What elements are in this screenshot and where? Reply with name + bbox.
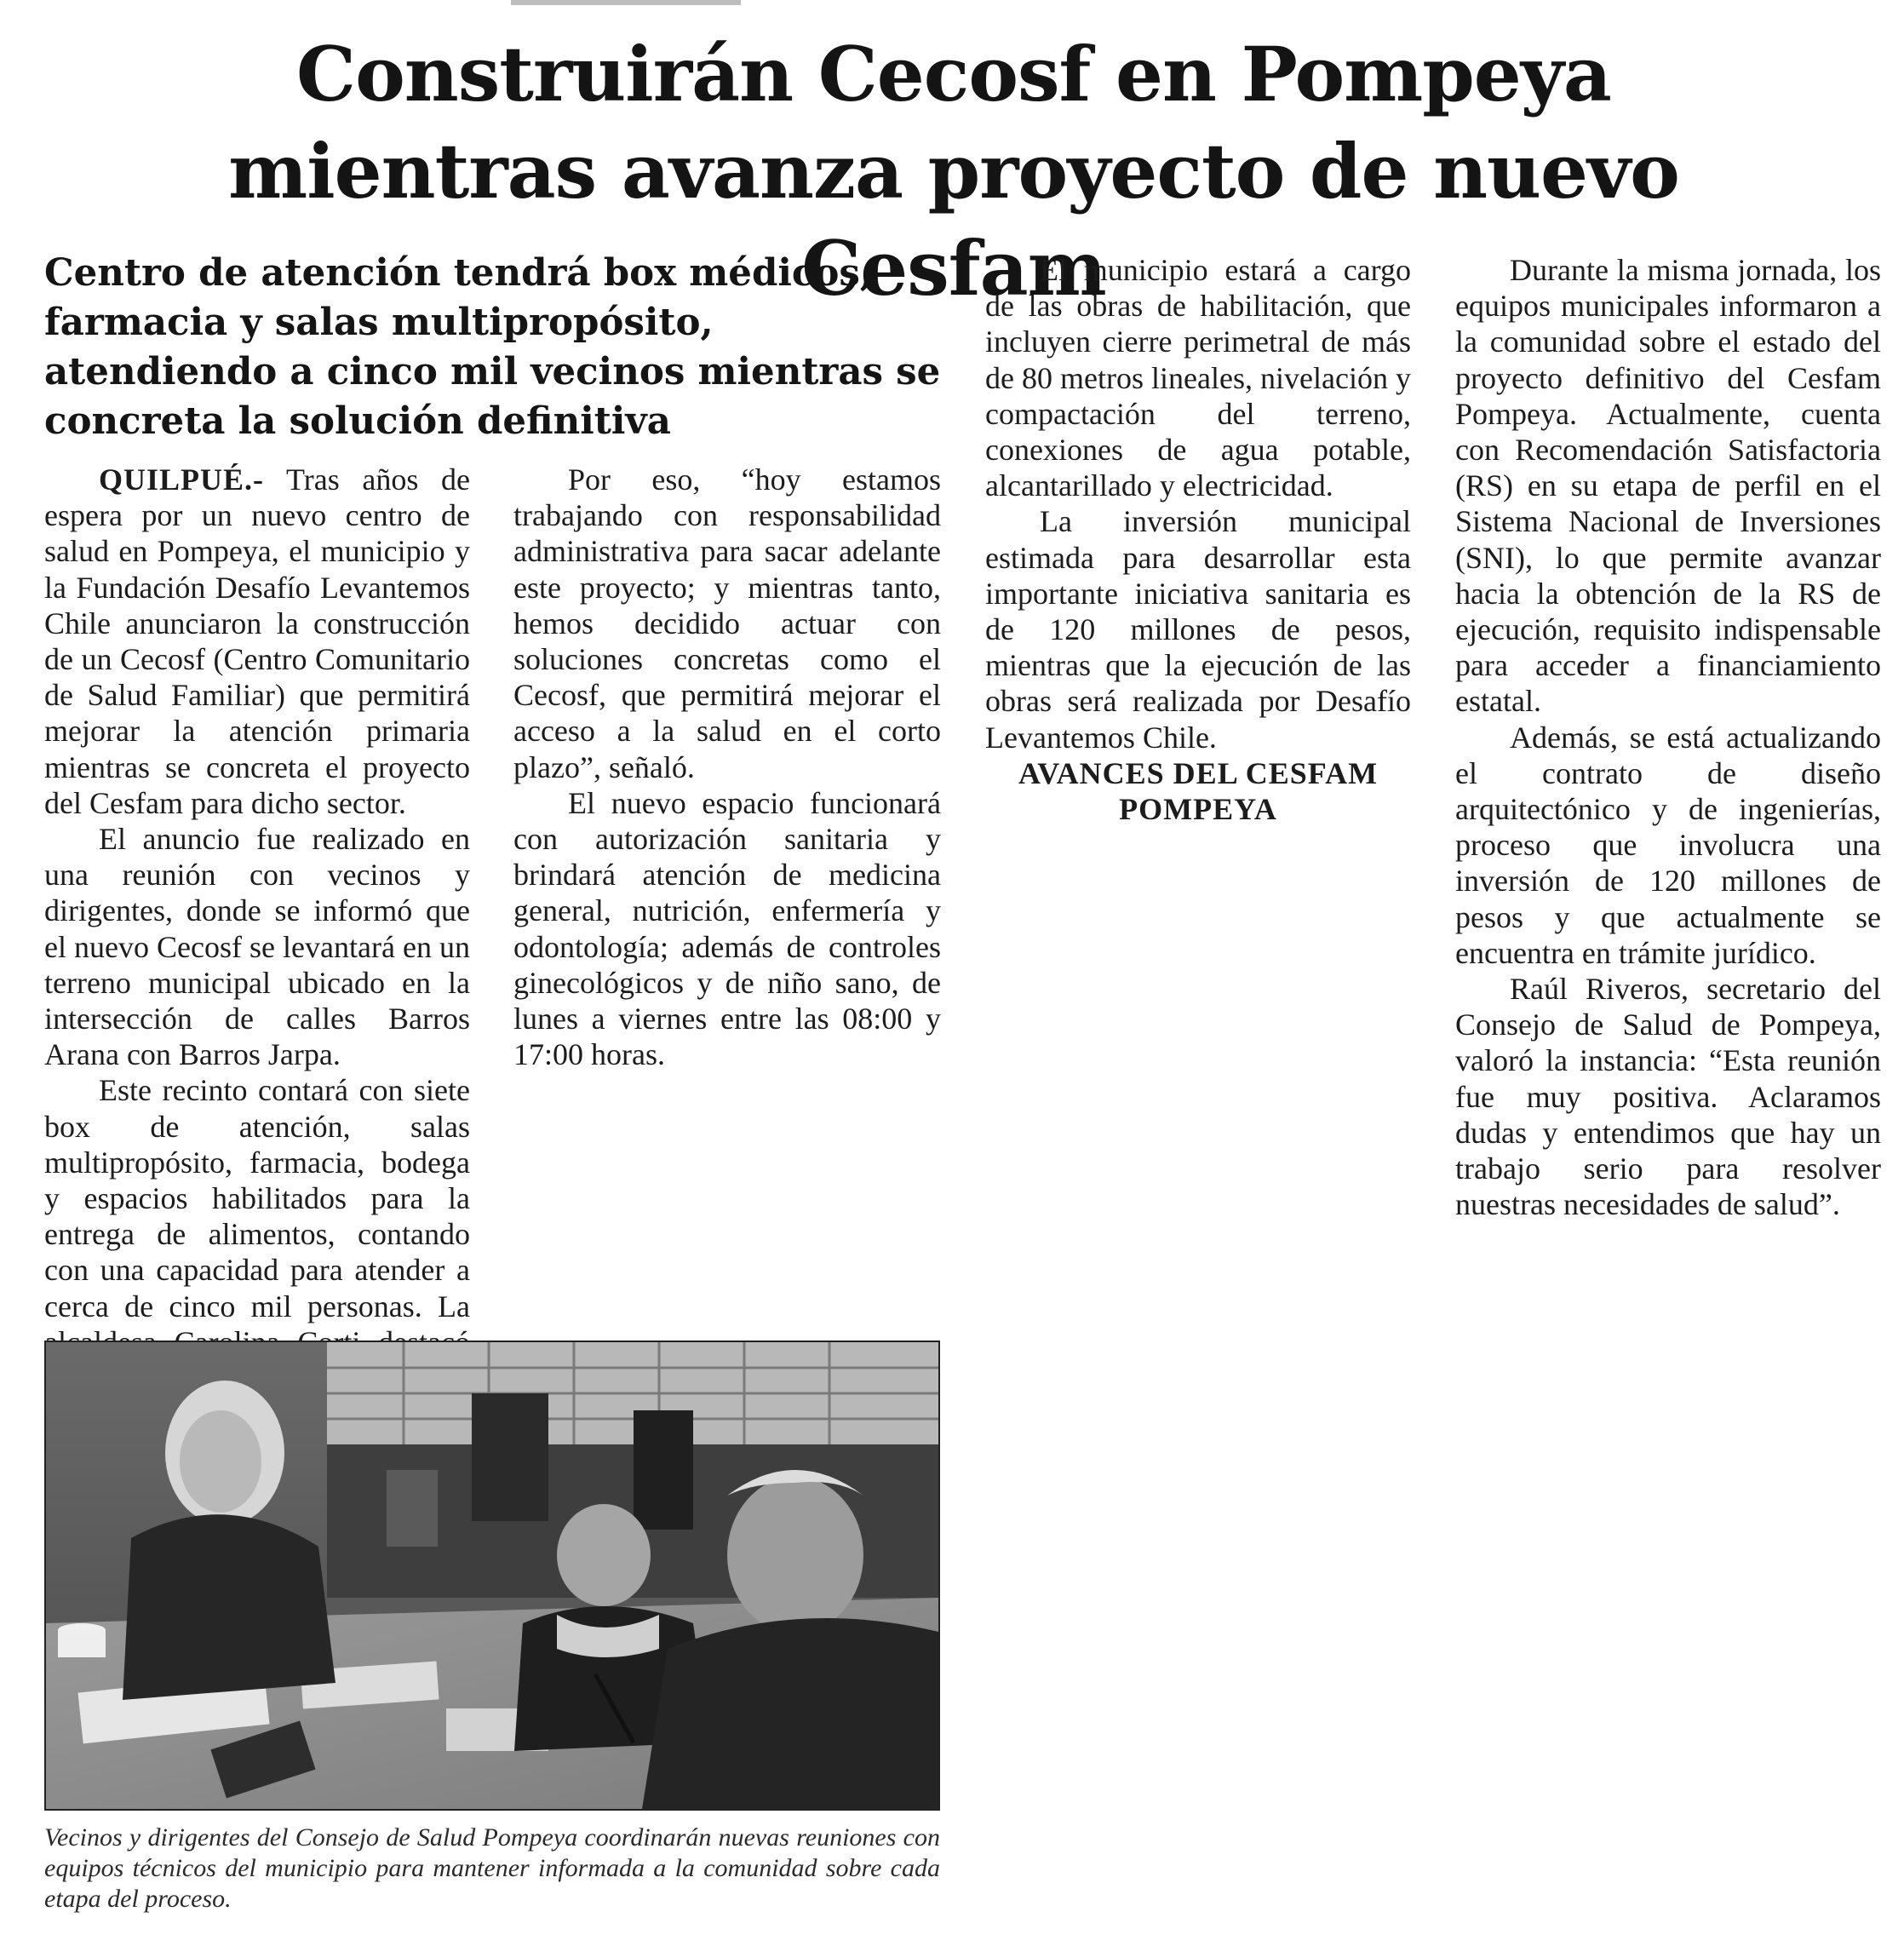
article-paragraph-10: Raúl Riveros, secretario del Consejo de Salud de Pompeya, valoró la instancia: “Esta reunión fue muy positiva. Aclaramos dudas y entendimos que hay un trabajo serio para resolver nuestras necesidades de salud”. [1455,972,1881,1222]
article-paragraph-9: Además, se está actualizando el contrato de diseño arquitectónico y de ingenierías, proceso que involucra una inversión de 120 millones de pesos y que actualmente se encuentra en trámite jurídico. [1455,720,1881,970]
article-column-3 [985,252,1411,827]
article-headline: Construirán Cecosf en Pompeya mientras avanza proyecto de nuevo Cesfam [228,30,1679,313]
article-paragraph-4: Por eso, “hoy estamos trabajando con responsabilidad administrativa para sacar adelante este proyecto; y mientras tanto, hemos decidido actuar con soluciones concretas como el Cecosf, que permitirá mejorar el acceso a la salud en el corto plazo”, señaló. [513,462,941,784]
article-paragraph-6: El municipio estará a cargo de las obras de habilitación, que incluyen cierre perimetral de más de 80 metros lineales, nivelación y compactación del terreno, conexiones de agua potable, alcantarillado y electricidad. [985,253,1411,503]
meeting-photo-illustration [46,1342,938,1809]
article-subheadline: Centro de atención tendrá box médicos, farmacia y salas multipropósito, atendiendo a cinco mil vecinos mientras se concreta la solución definitiva [44,251,941,443]
section-heading: AVANCES DEL CESFAM POMPEYA [1018,755,1379,827]
photo-caption: Vecinos y dirigentes del Consejo de Salud Pompeya coordinarán nuevas reuniones con equipos técnicos del municipio para mantener informada a la comunidad sobre cada etapa del proceso. [44,1823,940,1913]
article-paragraph-5: El nuevo espacio funcionará con autorización sanitaria y brindará atención de medicina general, nutrición, enfermería y odontología; además de controles ginecológicos y de niño sano, de lunes a viernes entre las 08:00 y 17:00 horas. [513,785,941,1072]
article-paragraph-8: Durante la misma jornada, los equipos municipales informaron a la comunidad sobre el estado del proyecto definitivo del Cesfam Pompeya. Actualmente, cuenta con Recomendación Satisfactoria (RS) en su etapa de perfil en el Sistema Nacional de Inversiones (SNI), lo que permite avanzar hacia la obtención de la RS de ejecución, requisito indispensable para acceder a financiamiento estatal. [1455,253,1881,719]
article-paragraph-3: Este recinto contará con siete box de atención, salas multipropósito, farmacia, bodega y espacios habilitados para la entrega de alimentos, contando con una capacidad para atender a cerca de cinco mil personas. La [44,1073,470,1323]
article-paragraph-1: QUILPUÉ.- Tras años de espera por un nuevo centro de salud en Pompeya, el municipio y la Fundación Desafío Levantemos Chile anunciaron la construcción de un Cecosf (Centro Comunitario de Salud Familiar) que permitirá mejorar la atención primaria mientras se concreta el proyecto del Cesfam para dicho sector. [44,462,471,820]
article-paragraph-7: La inversión municipal estimada para desarrollar esta importante iniciativa sanitaria es de 120 millones de pesos, mientras que la ejecución de las obras será realizada por Desafío Levantemos Chile. [985,504,1411,755]
article-column-2 [513,462,941,1072]
article-paragraph-2: El anuncio fue realizado en una reunión con vecinos y dirigentes, donde se informó que el nuevo Cecosf se levantará en un terreno municipal ubicado en la intersección de calles Barros Arana con Barros Jarpa. [44,822,470,1072]
dateline: QUILPUÉ.- [99,462,265,497]
article-photo [44,1341,940,1811]
article-column-4 [1455,252,1881,1222]
page-top-rule [511,0,741,5]
